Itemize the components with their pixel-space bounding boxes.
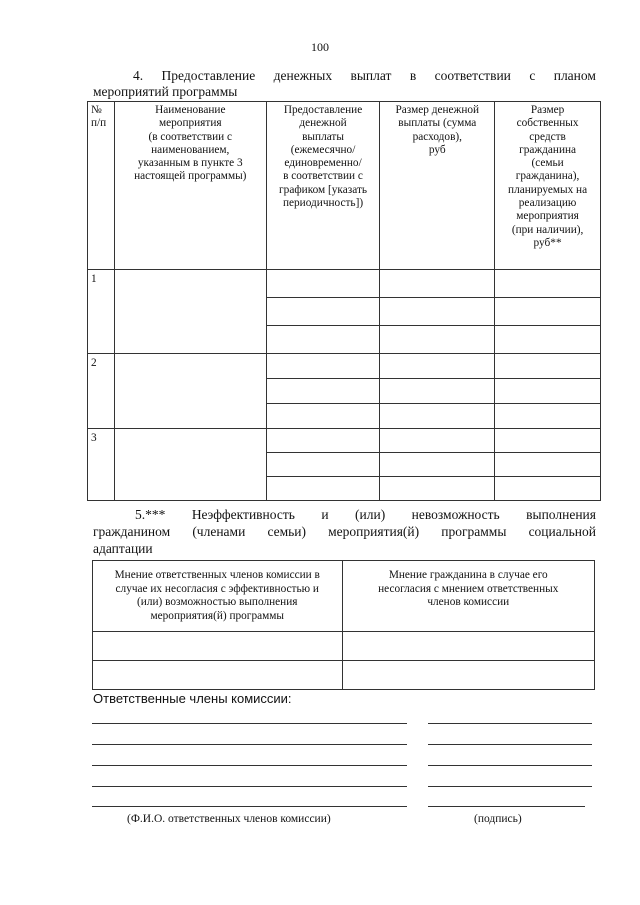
- word: (членами: [192, 524, 246, 539]
- own-funds-cell[interactable]: [495, 404, 601, 429]
- word: невозможность: [411, 507, 500, 522]
- header-event-name: Наименование мероприятия (в соответствии с наименованием, указанным в пункте 3 настоящей программы): [114, 102, 266, 270]
- event-name-cell[interactable]: [114, 429, 266, 501]
- section-5-line-2: [93, 523, 596, 540]
- table-row: [88, 429, 601, 453]
- amount-cell[interactable]: [380, 298, 495, 326]
- provision-cell[interactable]: [266, 379, 380, 404]
- table-row: [88, 354, 601, 379]
- event-name-cell[interactable]: [114, 354, 266, 429]
- amount-cell[interactable]: [380, 354, 495, 379]
- own-funds-cell[interactable]: [495, 429, 601, 453]
- opinions-table: [92, 560, 595, 690]
- word: в: [409, 68, 417, 83]
- own-funds-cell[interactable]: [495, 379, 601, 404]
- section-5-heading: [93, 506, 596, 557]
- word: социальной: [528, 524, 596, 539]
- provision-cell[interactable]: [266, 477, 380, 501]
- word: 5.***: [135, 507, 166, 522]
- committee-members-label: Ответственные члены комиссии:: [93, 691, 292, 706]
- header-payment-provision: Предоставление денежной выплаты (ежемесячно/ единовременно/ в соответствии с графиком [указать периодичность]): [266, 102, 380, 270]
- own-funds-cell[interactable]: [495, 354, 601, 379]
- word: планом: [553, 68, 596, 83]
- word: семьи): [267, 524, 307, 539]
- signature-caption: (подпись): [474, 813, 522, 825]
- word: денежных: [273, 68, 333, 83]
- header-number: № п/п: [88, 102, 115, 270]
- word: Неэффективность: [191, 507, 295, 522]
- amount-cell[interactable]: [380, 453, 495, 477]
- citizen-opinion-cell[interactable]: [342, 661, 594, 690]
- table-row: [93, 661, 595, 690]
- name-caption: (Ф.И.О. ответственных членов комиссии): [127, 813, 331, 825]
- header-payment-amount: Размер денежной выплаты (сумма расходов), руб: [380, 102, 495, 270]
- table-header-row: [93, 561, 595, 632]
- word: с: [529, 68, 536, 83]
- own-funds-cell[interactable]: [495, 453, 601, 477]
- name-line[interactable]: [92, 806, 407, 807]
- word: и: [321, 507, 329, 522]
- name-line[interactable]: [92, 723, 407, 724]
- provision-cell[interactable]: [266, 326, 380, 354]
- own-funds-cell[interactable]: [495, 326, 601, 354]
- header-committee-opinion: Мнение ответственных членов комиссии в случае их несогласия с эффективностью и (или) возможностью выполнения мероприятия(й) программы: [93, 561, 343, 632]
- committee-opinion-cell[interactable]: [93, 661, 343, 690]
- name-line[interactable]: [92, 765, 407, 766]
- committee-opinion-cell[interactable]: [93, 632, 343, 661]
- word: гражданином: [93, 524, 171, 539]
- word: (или): [355, 507, 386, 522]
- signature-line[interactable]: [428, 786, 592, 787]
- word: 4.: [133, 68, 144, 83]
- word: Предоставление: [161, 68, 256, 83]
- section-4-line-1: [93, 68, 596, 84]
- provision-cell[interactable]: [266, 453, 380, 477]
- table-header-row: [88, 102, 601, 270]
- amount-cell[interactable]: [380, 326, 495, 354]
- word: мероприятия(й): [328, 524, 420, 539]
- own-funds-cell[interactable]: [495, 477, 601, 501]
- provision-cell[interactable]: [266, 270, 380, 298]
- header-own-funds: Размер собственных средств гражданина (семьи гражданина), планируемых на реализацию мероприятия (при наличии), руб**: [495, 102, 601, 270]
- table-row: [88, 270, 601, 298]
- section-5-line-1: [93, 506, 596, 523]
- signature-line[interactable]: [428, 806, 585, 807]
- name-line[interactable]: [92, 786, 407, 787]
- table-row: [93, 632, 595, 661]
- section-5-line-3: адаптации: [93, 541, 153, 556]
- name-line[interactable]: [92, 744, 407, 745]
- provision-cell[interactable]: [266, 404, 380, 429]
- word: выплат: [350, 68, 392, 83]
- own-funds-cell[interactable]: [495, 298, 601, 326]
- section-4-line-2: мероприятий программы: [93, 84, 238, 99]
- word: соответствии: [434, 68, 511, 83]
- amount-cell[interactable]: [380, 270, 495, 298]
- word: выполнения: [526, 507, 596, 522]
- citizen-opinion-cell[interactable]: [342, 632, 594, 661]
- signature-line[interactable]: [428, 765, 592, 766]
- amount-cell[interactable]: [380, 379, 495, 404]
- provision-cell[interactable]: [266, 429, 380, 453]
- provision-cell[interactable]: [266, 298, 380, 326]
- row-number: 1: [88, 270, 115, 354]
- own-funds-cell[interactable]: [495, 270, 601, 298]
- word: программы: [441, 524, 507, 539]
- provision-cell[interactable]: [266, 354, 380, 379]
- signature-line[interactable]: [428, 723, 592, 724]
- amount-cell[interactable]: [380, 429, 495, 453]
- header-citizen-opinion: Мнение гражданина в случае его несогласия с мнением ответственных членов комиссии: [342, 561, 594, 632]
- payments-table: [87, 101, 601, 501]
- event-name-cell[interactable]: [114, 270, 266, 354]
- page-number: 100: [311, 40, 329, 54]
- row-number: 2: [88, 354, 115, 429]
- amount-cell[interactable]: [380, 477, 495, 501]
- row-number: 3: [88, 429, 115, 501]
- section-4-heading: [93, 68, 596, 100]
- amount-cell[interactable]: [380, 404, 495, 429]
- signature-line[interactable]: [428, 744, 592, 745]
